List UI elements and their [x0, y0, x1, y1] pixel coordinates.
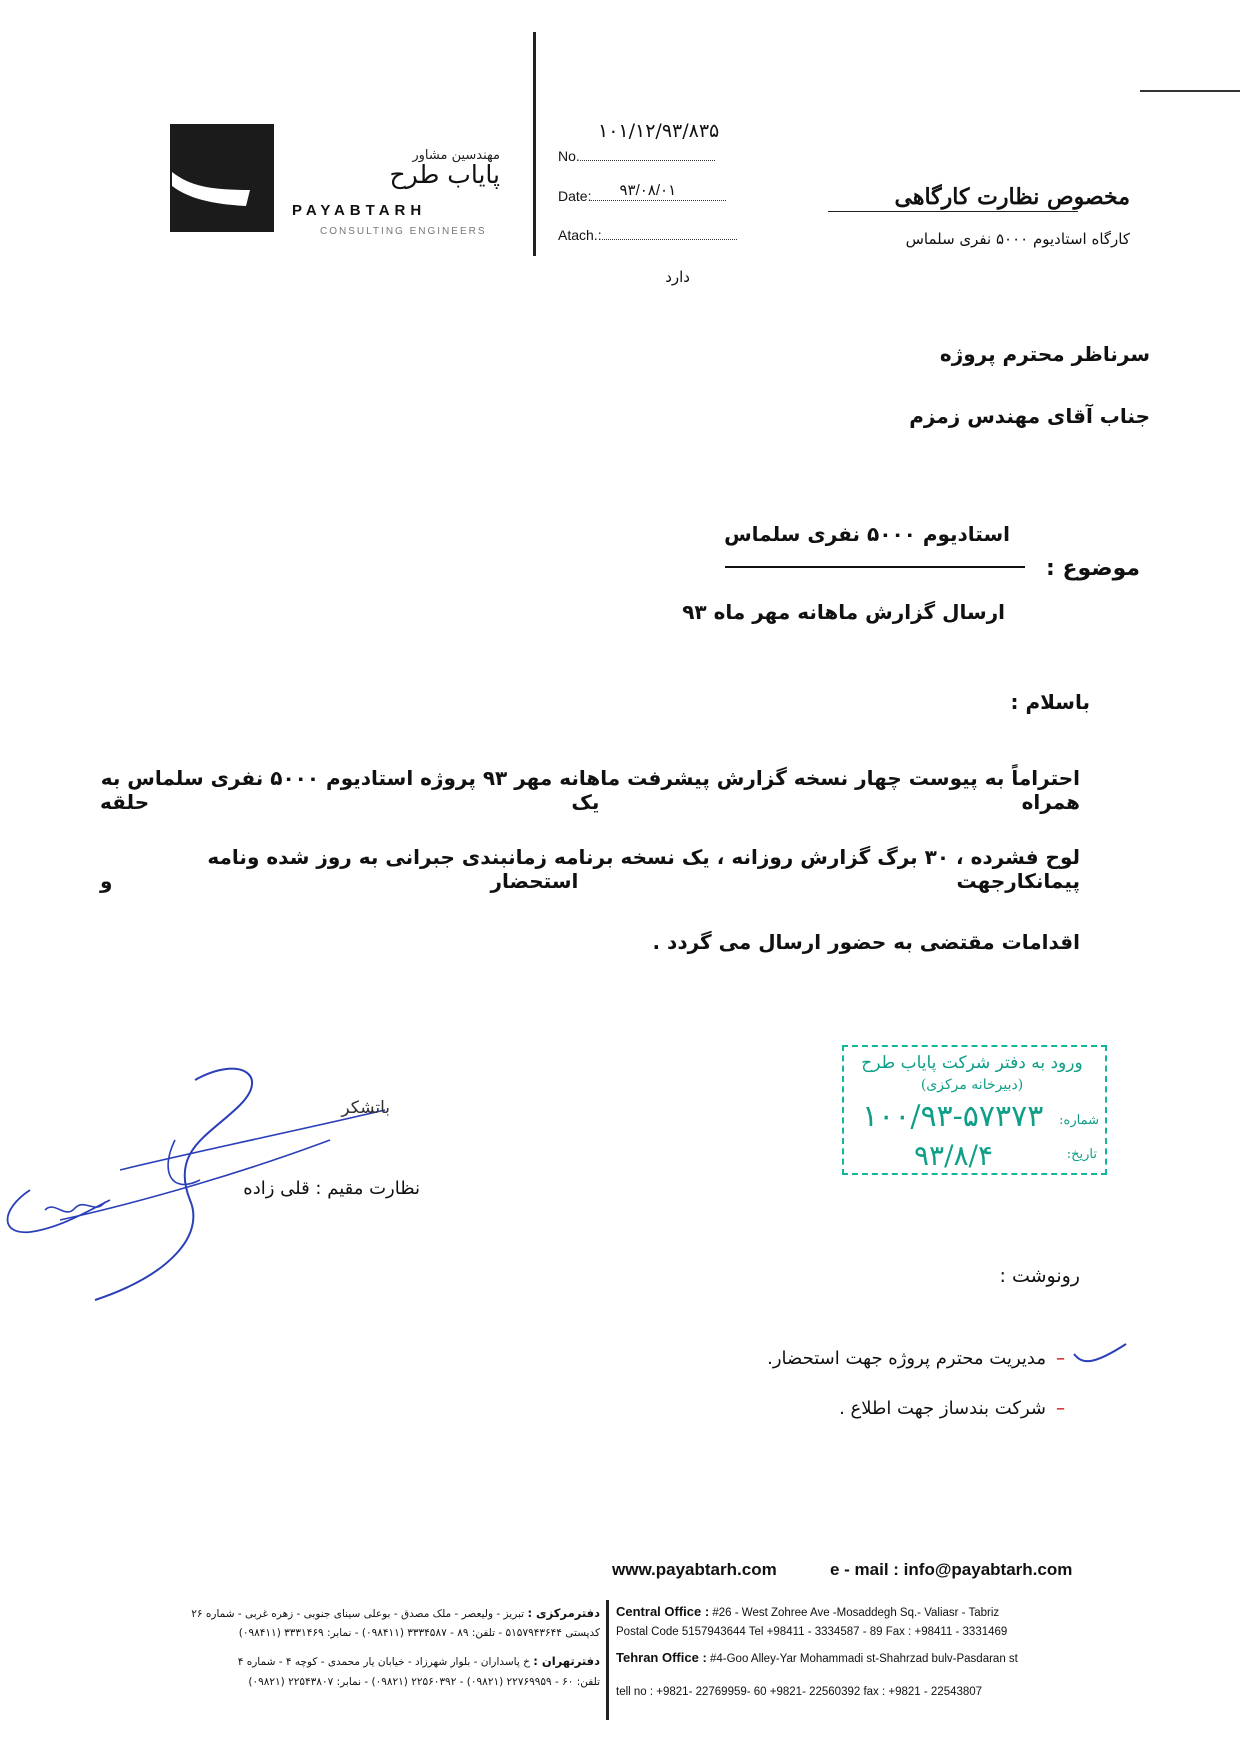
number-dots	[580, 148, 715, 161]
footer-en-central	[616, 1604, 1226, 1619]
company-logo	[170, 124, 274, 232]
footer-en-central-address: #26 - West Zohree Ave -Mosaddegh Sq.- Valiasr - Tabriz	[712, 1607, 1000, 1619]
subject-project: استادیوم ۵۰۰۰ نفری سلماس	[724, 522, 1010, 546]
checkmark-icon	[1070, 1340, 1130, 1370]
stamp-number-label: شماره:	[1059, 1113, 1099, 1128]
attach-dots	[602, 227, 737, 240]
footer-en-tehran	[616, 1650, 1226, 1665]
footer-fa-central-phones: کدپستی ۵۱۵۷۹۴۳۶۴۴ - تلفن: ۸۹ - ۳۳۳۴۵۸۷ (۰۹۸۴۱۱) - نمابر: ۳۳۳۱۴۶۹ (۰۹۸۴۱۱)	[238, 1627, 600, 1639]
department-title: مخصوص نظارت کارگاهی	[894, 184, 1130, 210]
cc-bullet-1: –	[1056, 1348, 1065, 1369]
signature-thanks: باتشکر	[341, 1098, 390, 1118]
date-dots	[591, 182, 726, 201]
cc-item-1-text: مدیریت محترم پروژه جهت استحضار.	[767, 1348, 1046, 1369]
footer-fa-tehran-phones: تلفن: ۶۰ - ۲۲۷۶۹۹۵۹ (۰۹۸۲۱) - ۲۲۵۶۰۳۹۲ (۰۹۸۲۱) - نمابر: ۲۲۵۴۳۸۰۷ (۰۹۸۲۱)	[248, 1676, 600, 1688]
header-divider	[533, 32, 536, 256]
subject-underline	[725, 566, 1025, 568]
footer-fa-central	[112, 1606, 600, 1620]
attach-value: دارد	[665, 268, 690, 286]
subject-label: موضوع :	[1046, 556, 1140, 581]
footer-fa-tehran-address: خ پاسداران - بلوار شهرزاد - خیابان یار محمدی - کوچه ۴ - شماره ۴	[237, 1656, 530, 1668]
footer-divider	[606, 1600, 609, 1720]
date-value: ۹۳/۰۸/۰۱	[619, 182, 677, 199]
stamp-title: ورود به دفتر شرکت پایاب طرح	[861, 1053, 1083, 1073]
stamp-subtitle: (دبیرخانه مرکزی)	[920, 1077, 1024, 1093]
footer-website: www.payabtarh.com	[612, 1560, 777, 1579]
stamp-number: ۱۰۰/۹۳-۵۷۳۷۳	[862, 1099, 1044, 1134]
footer-email: e - mail : info@payabtarh.com	[830, 1560, 1073, 1579]
number-row	[558, 148, 715, 164]
stamp-date-label: تاریخ:	[1066, 1147, 1097, 1162]
footer-en-tehran-label: Tehran Office :	[616, 1650, 707, 1665]
cc-item-1	[665, 1348, 1065, 1369]
footer-en-tehran-phones: tell no : +9821- 22769959- 60 +9821- 22560392 fax : +9821 - 22543807	[616, 1686, 983, 1698]
receipt-stamp	[842, 1045, 1107, 1175]
cc-item-2	[665, 1398, 1065, 1419]
footer-en-central-phones: Postal Code 5157943644 Tel +98411 - 3334587 - 89 Fax : +98411 - 3331469	[616, 1626, 1008, 1638]
body-line-3: اقدامات مقتضی به حضور ارسال می گردد .	[652, 930, 1080, 954]
brand-tagline: CONSULTING ENGINEERS	[320, 226, 487, 237]
greeting: باسلام :	[1010, 690, 1090, 714]
number-label: No.	[558, 148, 580, 164]
edge-mark	[1140, 90, 1240, 92]
signature-title: نظارت مقیم : قلی زاده	[243, 1178, 420, 1199]
footer-fa-tehran	[112, 1654, 600, 1668]
letter-number: ۱۰۱/۱۲/۹۳/۸۳۵	[598, 120, 720, 142]
footer-fa-central-label: دفترمرکزی :	[527, 1606, 600, 1620]
cc-item-2-text: شرکت بندساز جهت اطلاع .	[839, 1398, 1046, 1419]
recipient-line-1: سرناظر محترم پروژه	[939, 342, 1150, 366]
date-row	[558, 182, 726, 204]
site-name: کارگاه استادیوم ۵۰۰۰ نفری سلماس	[905, 230, 1130, 248]
cc-label: رونوشت :	[999, 1265, 1080, 1287]
brand-subtitle: مهندسین مشاور	[412, 148, 500, 163]
department-underline	[828, 211, 1078, 212]
subject-detail: ارسال گزارش ماهانه مهر ماه ۹۳	[682, 600, 1005, 624]
brand-name-persian: پایاب طرح	[389, 160, 500, 189]
footer-en-tehran-address: #4-Goo Alley-Yar Mohammadi st-Shahrzad bulv-Pasdaran st	[709, 1653, 1018, 1665]
brand-name-english: PAYABTARH	[292, 202, 427, 219]
cc-bullet-2: –	[1056, 1398, 1065, 1419]
recipient-line-2: جناب آقای مهندس زمزم	[909, 404, 1150, 428]
footer-en-central-label: Central Office :	[616, 1604, 710, 1619]
body-line-2: لوح فشرده ، ۳۰ برگ گزارش روزانه ، یک نسخه برنامه زمانبندی جبرانی به روز شده ونامه پیمانکارجهت استحضار و	[100, 845, 1080, 893]
body-line-1: احتراماً به پیوست چهار نسخه گزارش پیشرفت ماهانه مهر ۹۳ پروژه استادیوم ۵۰۰۰ نفری سلماس به همراه یک حلقه	[100, 766, 1080, 814]
logo-mark-icon	[170, 124, 274, 232]
stamp-date: ۹۳/۸/۴	[914, 1139, 994, 1172]
footer-fa-tehran-label: دفترتهران :	[533, 1654, 600, 1668]
footer-fa-central-address: تبریز - ولیعصر - ملک مصدق - بوعلی سینای جنوبی - زهره غربی - شماره ۲۶	[191, 1608, 525, 1620]
attach-row	[558, 227, 737, 243]
attach-label: Atach.:	[558, 227, 602, 243]
date-label: Date:	[558, 188, 592, 204]
